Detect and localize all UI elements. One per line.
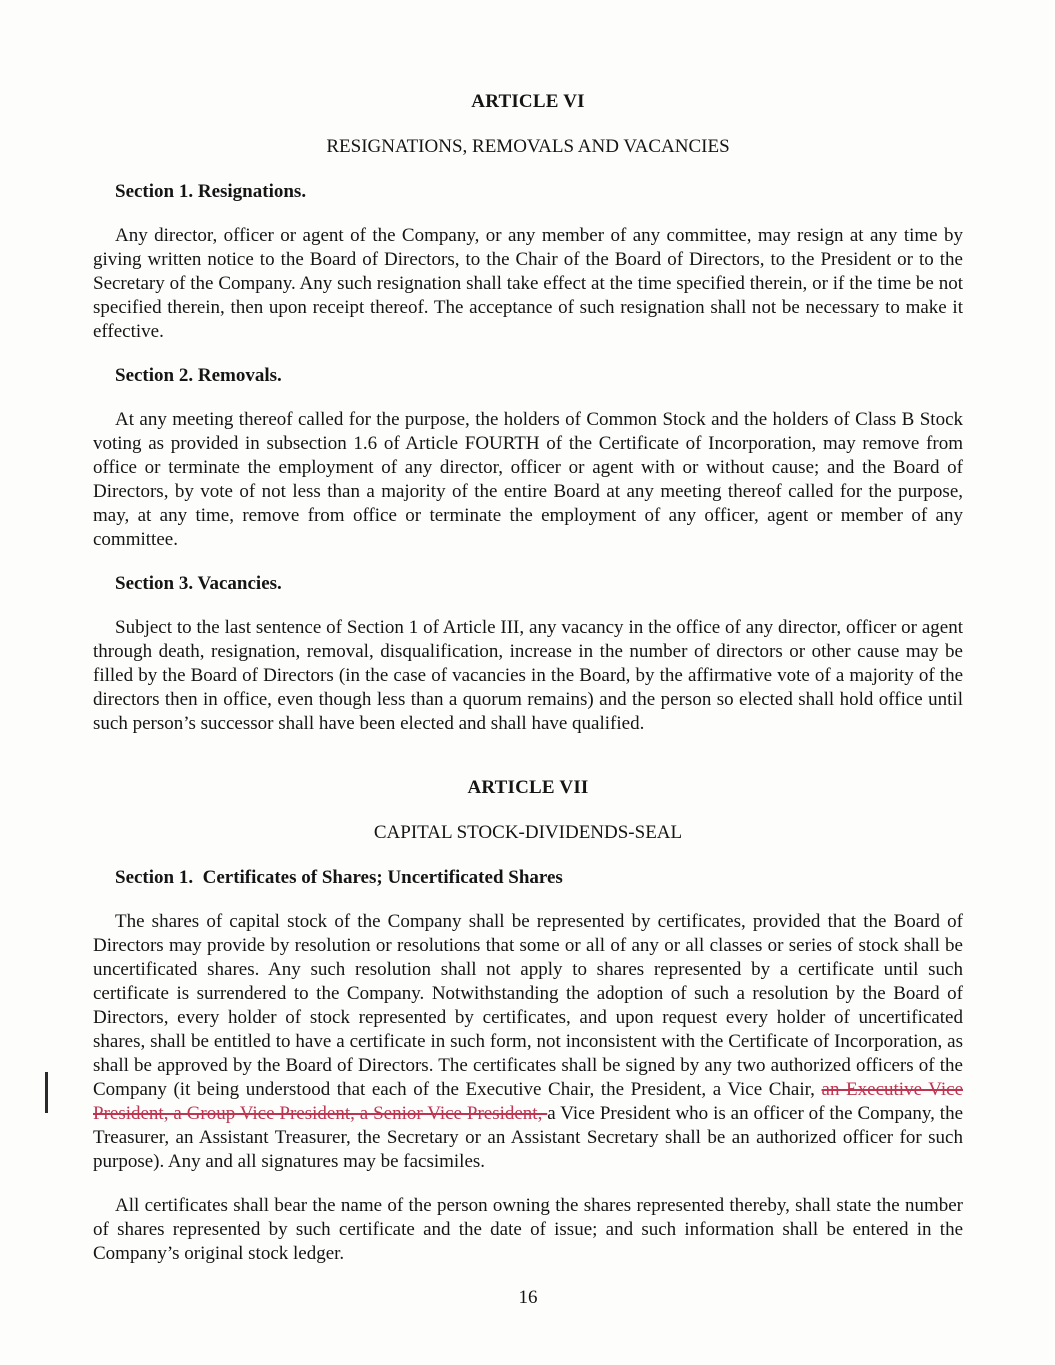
margin-change-bar (45, 1072, 48, 1113)
section-1-certificates-heading: Section 1. Certificates of Shares; Uncertificated Shares (115, 867, 563, 888)
section-2-removals-heading: Section 2. Removals. (115, 365, 282, 386)
page-number: 16 (518, 1287, 538, 1308)
section-3-vacancies-heading: Section 3. Vacancies. (115, 573, 282, 594)
resignations-paragraph: Any director, officer or agent of the Company, or any member of any committee, may resign at any time by giving written notice to the Board of Directors, to the Chair of the Board of Directors, to the President or to the Secretary of the Company. Any such resignation shall take effect at the time specified therein, or if the time be not specified therein, then upon receipt thereof. The acceptance of such resignation shall not be necessary to make it effective. (93, 225, 963, 342)
article-vii-subtitle: CAPITAL STOCK-DIVIDENDS-SEAL (373, 822, 683, 843)
removals-paragraph: At any meeting thereof called for the purpose, the holders of Common Stock and the holders of Class B Stock voting as provided in subsection 1.6 of Article FOURTH of the Certificate of Incorporation, may remove from office or terminate the employment of any director, officer or agent with or without cause; and the Board of Directors, by vote of not less than a majority of the entire Board at any meeting thereof called for the purpose, may, at any time, remove from office or terminate the employment of any officer, agent or member of any committee. (93, 409, 963, 550)
certificates-paragraph (93, 910, 963, 1174)
article-vii-title: ARTICLE VII (467, 777, 589, 798)
article-vi-subtitle: RESIGNATIONS, REMOVALS AND VACANCIES (326, 136, 730, 157)
redline-struck-text: an Executive Vice President, a Group Vice President, a Senior Vice President, (93, 1079, 963, 1124)
certificates-text-before-strike: The shares of capital stock of the Company shall be represented by certificates, provided that the Board of Directors may provide by resolution or resolutions that some or all of any or all classes or series of stock shall be uncertificated shares. Any such resolution shall not apply to shares represented by a certificate until such certificate is surrendered to the Company. Notwithstanding the adoption of such a resolution by the Board of Directors, every holder of stock represented by certificates, and upon request every holder of uncertificated shares, shall be entitled to have a certificate in such form, not inconsistent with the Certificate of Incorporation, as shall be approved by the Board of Directors. The certificates shall be signed by any two authorized officers of the Company (it being understood that each of the Executive Chair, the President, a Vice Chair, (93, 911, 963, 1100)
vacancies-paragraph: Subject to the last sentence of Section 1 of Article III, any vacancy in the office of any director, officer or agent through death, resignation, removal, disqualification, increase in the number of directors or other cause may be filled by the Board of Directors (in the case of vacancies in the Board, by the affirmative vote of a majority of the directors then in office, even though less than a quorum remains) and the person so elected shall hold office until such person’s successor shall have been elected and shall have qualified. (93, 617, 963, 734)
certificates-text-after-strike: a Vice President who is an officer of the Company, the Treasurer, an Assistant Treasurer, the Secretary or an Assistant Secretary shall be an authorized officer for such purpose). Any and all signatures may be facsimiles. (93, 1103, 964, 1172)
article-vi-title: ARTICLE VI (471, 91, 585, 112)
document-content (93, 90, 963, 1310)
section-1-resignations-heading: Section 1. Resignations. (115, 181, 307, 202)
certificate-names-paragraph: All certificates shall bear the name of the person owning the shares represented thereby, shall state the number of shares represented by such certificate and the date of issue; and such information shall be entered in the Company’s original stock ledger. (93, 1195, 963, 1264)
